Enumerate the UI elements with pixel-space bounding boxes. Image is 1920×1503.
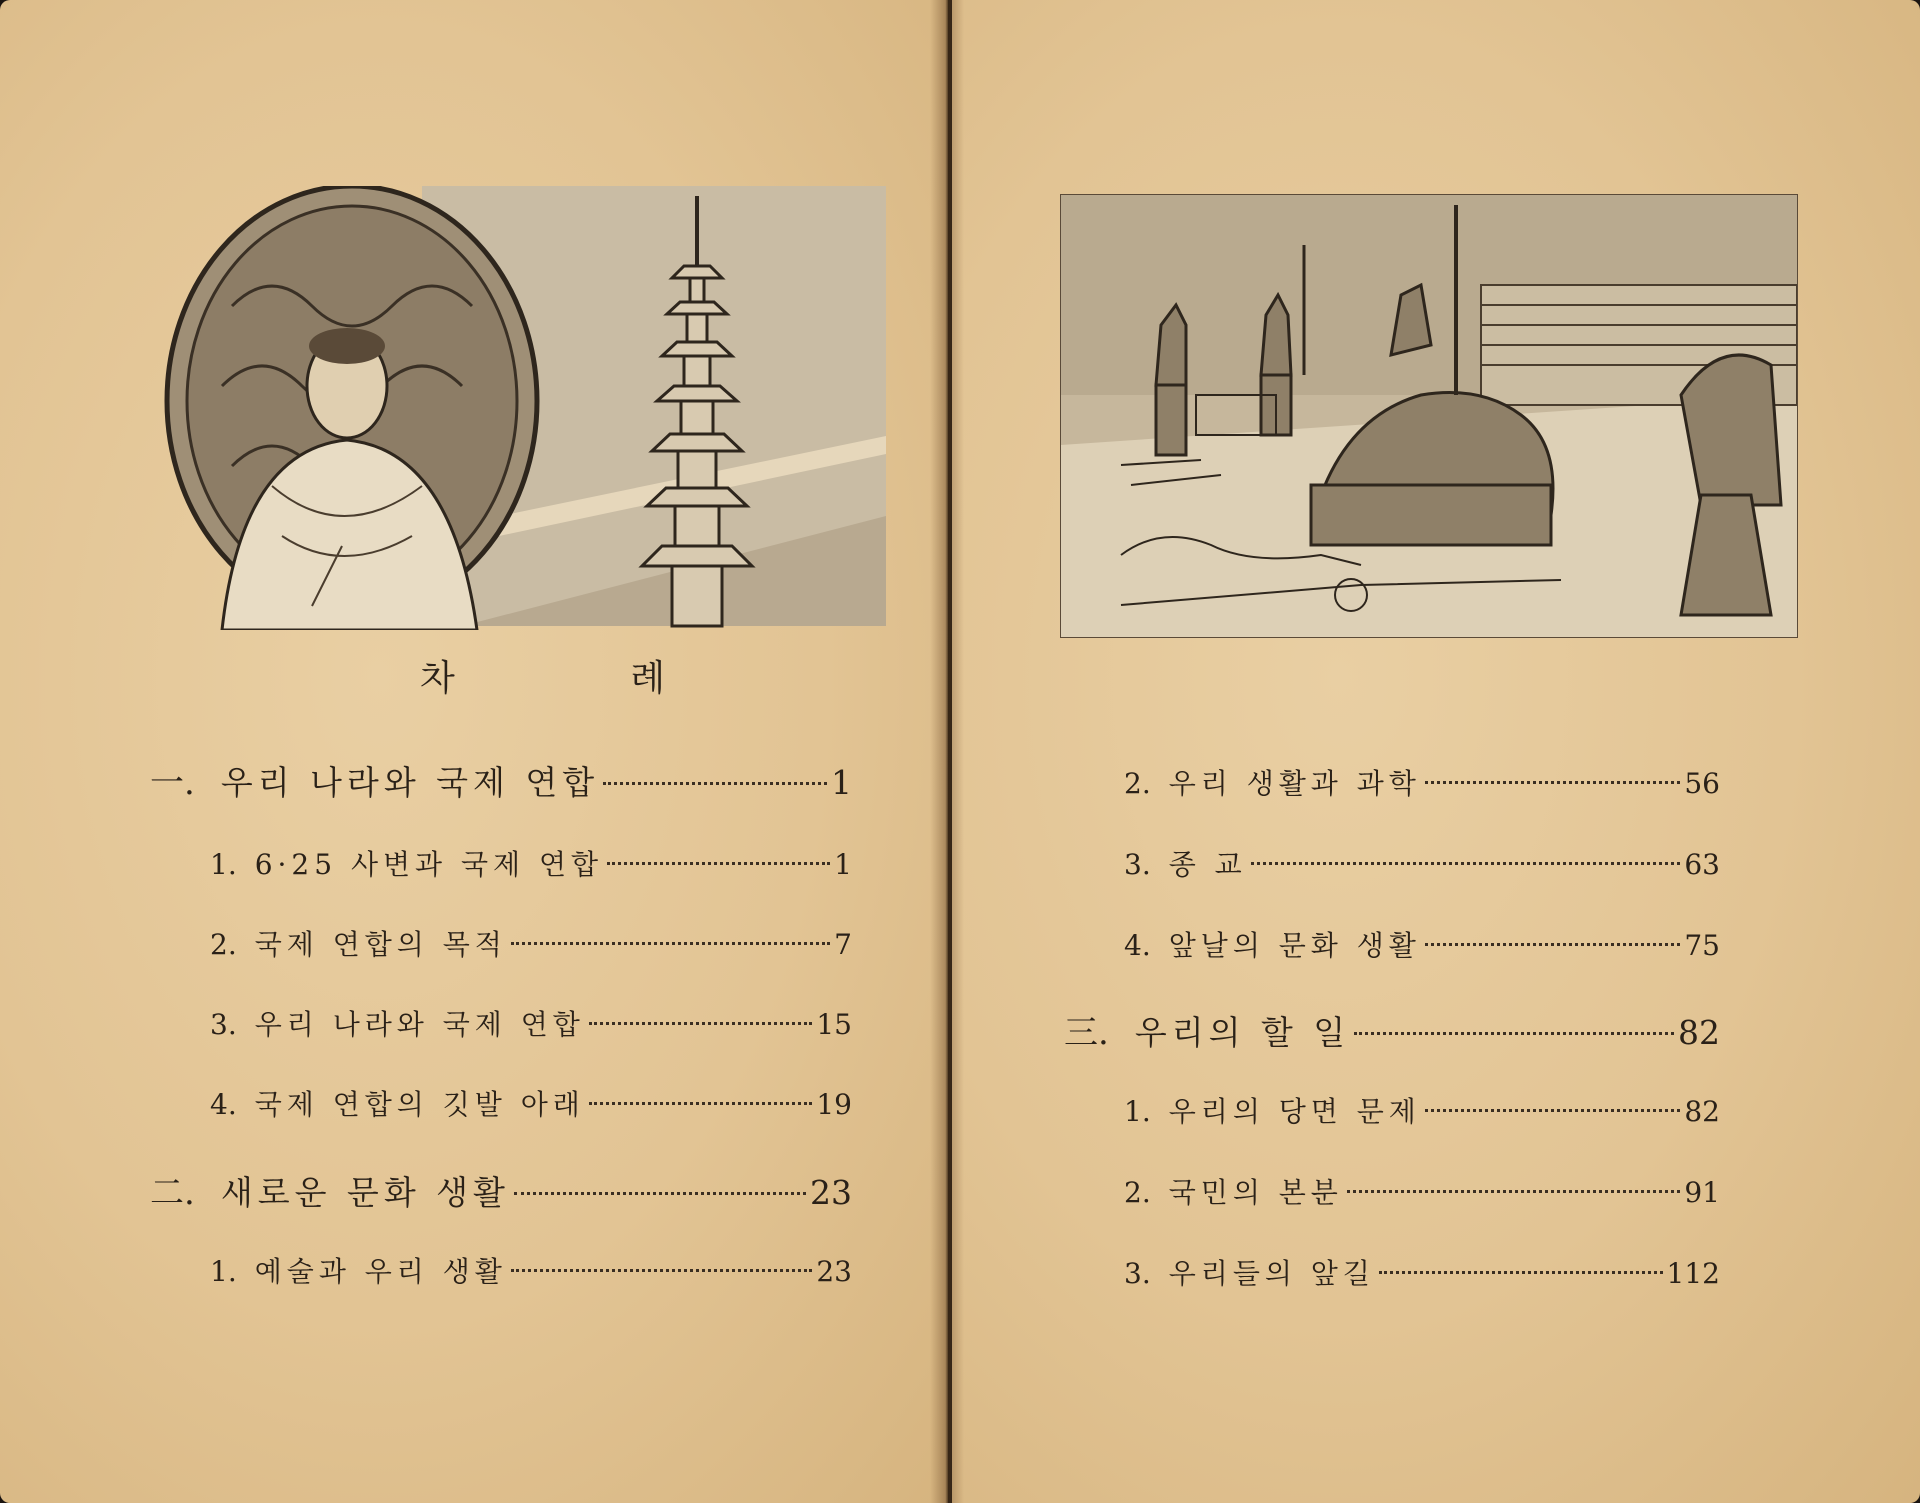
toc-marker: 4. — [1124, 929, 1151, 962]
leader-dots — [1347, 1190, 1680, 1193]
toc-entry[interactable] — [210, 1003, 852, 1043]
toc-page-number: 1 — [831, 763, 852, 802]
toc-entry[interactable] — [1064, 1005, 1720, 1054]
toc-marker: 2. — [210, 928, 237, 961]
statues-plaza-illustration — [1060, 194, 1798, 638]
toc-entry[interactable] — [210, 843, 852, 883]
toc-page-number: 91 — [1684, 1176, 1720, 1209]
toc-entry[interactable] — [150, 1165, 852, 1214]
toc-marker: 1. — [210, 1255, 237, 1288]
toc-entry[interactable] — [150, 755, 852, 804]
toc-entry[interactable] — [1124, 762, 1720, 802]
toc-label: 예술과 우리 생활 — [254, 1255, 507, 1288]
toc-marker: 1. — [210, 848, 237, 881]
toc-label: 종 교 — [1168, 848, 1247, 881]
toc-label: 우리 생활과 과학 — [1168, 767, 1421, 800]
toc-marker: 1. — [1124, 1095, 1151, 1128]
contents-title: 차 례 — [420, 658, 747, 699]
toc-entry[interactable] — [210, 923, 852, 963]
toc-page-number: 82 — [1678, 1013, 1720, 1052]
toc-entry[interactable] — [1124, 1171, 1720, 1211]
toc-label: 국민의 본분 — [1168, 1176, 1343, 1209]
toc-marker: 一. — [150, 763, 195, 803]
toc-marker: 2. — [1124, 1176, 1151, 1209]
toc-marker: 3. — [1124, 848, 1151, 881]
toc-page-number: 75 — [1684, 929, 1720, 962]
toc-marker: 3. — [210, 1008, 237, 1041]
right-page — [952, 0, 1920, 1503]
toc-entry[interactable] — [1124, 843, 1720, 883]
book-gutter — [930, 0, 964, 1503]
leader-dots — [511, 942, 830, 945]
toc-entry[interactable] — [1124, 924, 1720, 964]
toc-label: 우리들의 앞길 — [1168, 1257, 1375, 1290]
leader-dots — [1379, 1271, 1663, 1274]
leader-dots — [1251, 862, 1681, 865]
toc-entry[interactable] — [1124, 1252, 1720, 1292]
leader-dots — [514, 1192, 806, 1195]
buddha-pagoda-illustration — [162, 186, 886, 630]
toc-label: 우리의 할 일 — [1134, 1013, 1351, 1052]
toc-page-number: 23 — [816, 1255, 852, 1288]
leader-dots — [603, 782, 827, 785]
toc-label: 6·25 사변과 국제 연합 — [254, 848, 604, 881]
leader-dots — [607, 862, 830, 865]
leader-dots — [1354, 1032, 1674, 1035]
toc-label: 우리 나라와 국제 연합 — [254, 1008, 585, 1041]
toc-page-number: 1 — [834, 848, 852, 881]
toc-label: 새로운 문화 생활 — [220, 1173, 510, 1212]
leader-dots — [511, 1269, 813, 1272]
toc-page-number: 112 — [1666, 1257, 1720, 1290]
toc-label: 앞날의 문화 생활 — [1168, 929, 1421, 962]
toc-marker: 三. — [1064, 1013, 1109, 1053]
left-page — [0, 0, 948, 1503]
toc-label: 국제 연합의 목적 — [254, 928, 507, 961]
toc-marker: 3. — [1124, 1257, 1151, 1290]
toc-marker: 二. — [150, 1173, 195, 1213]
toc-page-number: 56 — [1684, 767, 1720, 800]
leader-dots — [1425, 781, 1681, 784]
toc-label: 국제 연합의 깃발 아래 — [254, 1088, 585, 1121]
leader-dots — [589, 1022, 813, 1025]
leader-dots — [589, 1102, 813, 1105]
toc-marker: 4. — [210, 1088, 237, 1121]
toc-label: 우리의 당면 문제 — [1168, 1095, 1421, 1128]
leader-dots — [1425, 943, 1681, 946]
toc-page-number: 19 — [816, 1088, 852, 1121]
toc-page-number: 23 — [810, 1173, 852, 1212]
toc-entry[interactable] — [210, 1083, 852, 1123]
toc-page-number: 63 — [1684, 848, 1720, 881]
toc-page-number: 82 — [1684, 1095, 1720, 1128]
toc-entry[interactable] — [210, 1250, 852, 1290]
toc-page-number: 7 — [834, 928, 852, 961]
toc-entry[interactable] — [1124, 1090, 1720, 1130]
toc-label: 우리 나라와 국제 연합 — [220, 763, 600, 802]
toc-page-number: 15 — [816, 1008, 852, 1041]
leader-dots — [1425, 1109, 1681, 1112]
toc-marker: 2. — [1124, 767, 1151, 800]
